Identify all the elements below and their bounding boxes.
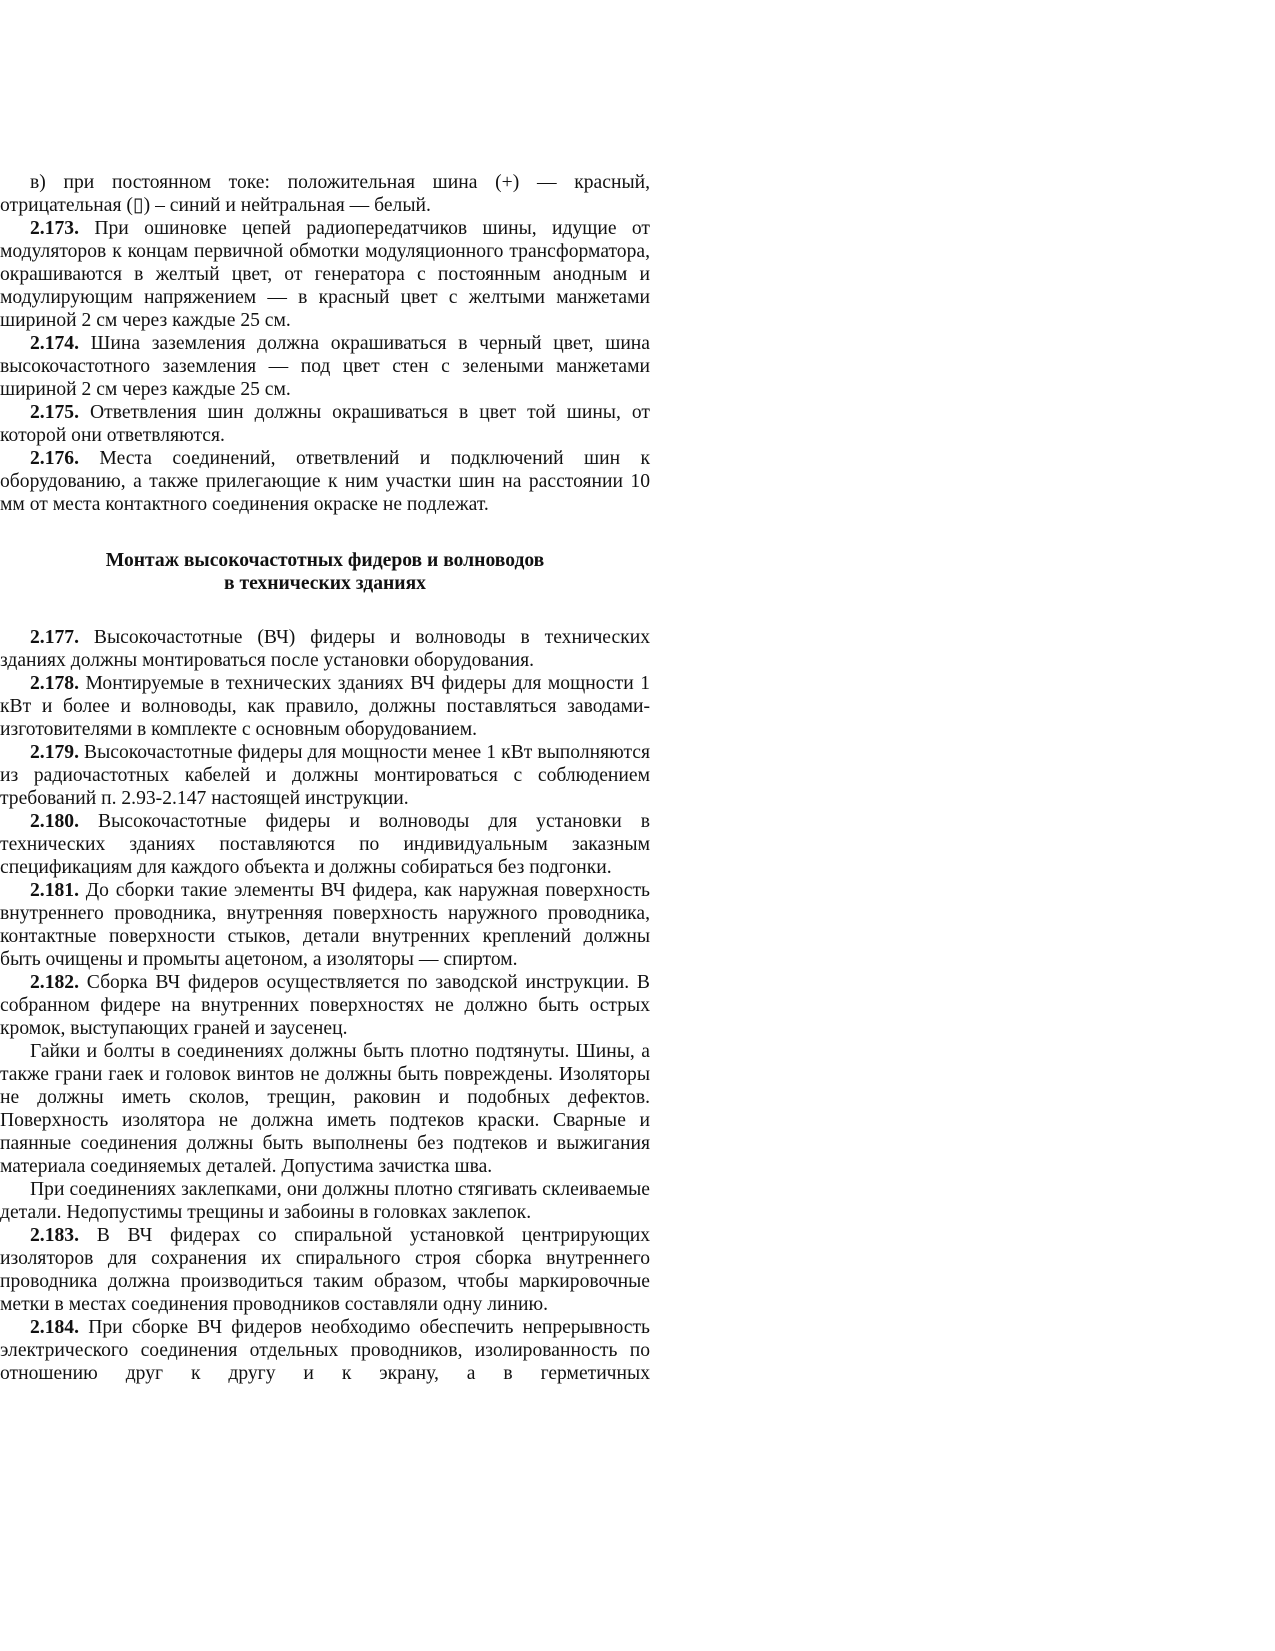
paragraph-rivets: При соединениях заклепками, они должны плотно стягивать склеиваемые детали. Недопустимы трещины и забоины в головках заклепок.	[0, 1179, 650, 1223]
section-heading-line1: Монтаж высокочастотных фидеров и волноводов	[105, 550, 545, 571]
paragraph-2-180: 2.180. Высокочастотные фидеры и волноводы для установки в технических зданиях поставляются по индивидуальным заказным спецификациям для каждого объекта и должны собираться без подгонки.	[0, 811, 650, 878]
clause-number: 2.174.	[30, 333, 79, 354]
paragraph-2-184: 2.184. При сборке ВЧ фидеров необходимо обеспечить непрерывность электрического соединения отдельных проводников, изолированность по отношению друг к другу и к экрану, а в герметичных	[0, 1317, 650, 1384]
paragraph-2-176: 2.176. Места соединений, ответвлений и подключений шин к оборудованию, а также прилегающие к ним участки шин на расстоянии 10 мм от места контактного соединения окраске не подлежат.	[0, 448, 650, 515]
section-heading-line2: в технических зданиях	[224, 573, 426, 594]
paragraph-2-174: 2.174. Шина заземления должна окрашиваться в черный цвет, шина высокочастотного заземления — под цвет стен с зелеными манжетами шириной 2 см через каждые 25 см.	[0, 333, 650, 400]
paragraph-dc-colors: в) при постоянном токе: положительная шина (+) — красный, отрицательная (▯) – синий и нейтральная — белый.	[0, 172, 650, 216]
clause-number: 2.181.	[30, 880, 79, 901]
clause-number: 2.183.	[30, 1225, 79, 1246]
paragraph-2-175: 2.175. Ответвления шин должны окрашиваться в цвет той шины, от которой они ответвляются.	[0, 402, 650, 446]
clause-number: 2.173.	[30, 218, 79, 239]
paragraph-2-183: 2.183. В ВЧ фидерах со спиральной установкой центрирующих изоляторов для сохранения их спирального строя сборка внутреннего проводника должна производиться таким образом, чтобы маркировочные метки в местах соединения проводников составляли одну линию.	[0, 1225, 650, 1315]
clause-number: 2.184.	[30, 1317, 79, 1338]
section-heading	[0, 539, 650, 595]
clause-number: 2.175.	[30, 402, 79, 423]
paragraph-nuts-bolts: Гайки и болты в соединениях должны быть плотно подтянуты. Шины, а также грани гаек и головок винтов не должны быть повреждены. Изоляторы не должны иметь сколов, трещин, раковин и подобных дефектов. Поверхность изолятора не должна иметь подтеков краски. Сварные и паянные соединения должны быть выполнены без подтеков и выжигания материала соединяемых деталей. Допустима зачистка шва.	[0, 1041, 650, 1177]
paragraph-2-181: 2.181. До сборки такие элементы ВЧ фидера, как наружная поверхность внутреннего проводника, внутренняя поверхность наружного проводника, контактные поверхности стыков, детали внутренних креплений должны быть очищены и промыты ацетоном, а изоляторы — спиртом.	[0, 880, 650, 970]
paragraph-2-173: 2.173. При ошиновке цепей радиопередатчиков шины, идущие от модуляторов к концам первичной обмотки модуляционного трансформатора, окрашиваются в желтый цвет, от генератора с постоянным анодным и модулирующим напряжением — в красный цвет с желтыми манжетами шириной 2 см через каждые 25 см.	[0, 218, 650, 331]
paragraph-2-182: 2.182. Сборка ВЧ фидеров осуществляется по заводской инструкции. В собранном фидере на внутренних поверхностях не должно быть острых кромок, выступающих граней и заусенец.	[0, 972, 650, 1039]
document-page	[0, 171, 650, 1385]
clause-number: 2.177.	[30, 627, 79, 648]
paragraph-2-179: 2.179. Высокочастотные фидеры для мощности менее 1 кВт выполняются из радиочастотных кабелей и должны монтироваться с соблюдением требований п. 2.93-2.147 настоящей инструкции.	[0, 742, 650, 809]
paragraph-2-178: 2.178. Монтируемые в технических зданиях ВЧ фидеры для мощности 1 кВт и более и волноводы, как правило, должны поставляться заводами-изготовителями в комплекте с основным оборудованием.	[0, 673, 650, 740]
paragraph-2-177: 2.177. Высокочастотные (ВЧ) фидеры и волноводы в технических зданиях должны монтироваться после установки оборудования.	[0, 627, 650, 671]
clause-number: 2.179.	[30, 742, 79, 763]
clause-number: 2.178.	[30, 673, 79, 694]
clause-number: 2.180.	[30, 811, 79, 832]
clause-number: 2.176.	[30, 448, 79, 469]
clause-number: 2.182.	[30, 972, 79, 993]
